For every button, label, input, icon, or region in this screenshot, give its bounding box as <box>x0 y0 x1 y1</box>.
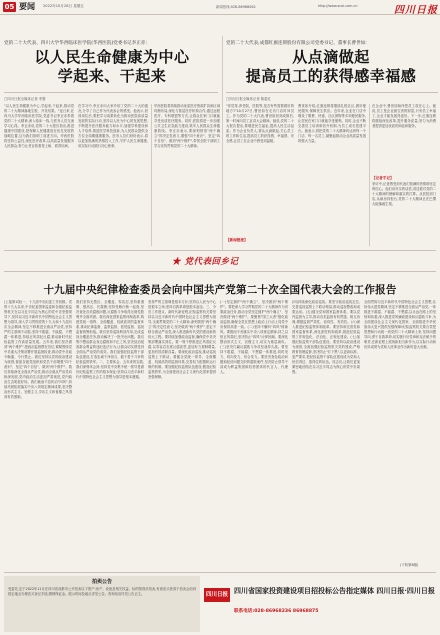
right-story-byline: □四川日报全媒体记者 陈碧红 <box>226 97 271 101</box>
right-story-column-1: "你觉得,养老院、医院等,是否有些需要做好的地方?"10月27日,曹世如在走访门店时问员工。作为党的二十大代表,曹世如回到成都后,第一时间向员工宣讲大会精神。她说,党的二十大报告提出,要增进民生福祉,提高人民生活品质。作为企业负责人,要从点滴做起,关心员工的工作和生活,提高员工的获得感、幸福感、安全感,让员工在企业中感受到温暖。 <box>226 104 294 143</box>
right-story-subhead-2: 【记者手记】 <box>372 176 394 180</box>
auction-notice-box <box>4 576 200 632</box>
left-story-title <box>4 48 220 86</box>
main-story-column-2: 我们坚持无禁区、全覆盖、零容忍,坚持重遏制、强高压、长震慑,坚持受贿行贿一起查,坚决查处各类腐败问题,反腐败斗争取得压倒性胜利并全面巩固。我们深化国家监察体制改革,构建党统一指挥、全面覆盖、权威高效的监督体系,推动纪律监督、监察监督、派驻监督、巡视监督统筹衔接。我们坚持巡视利剑作用,完成巡视全覆盖任务,推动解决了一批突出问题。我们集中整治群众身边腐败和不正之风,坚决惩治侵害群众利益的违纪违法行为,让群众切实感受到全面从严治党的成效。我们加强纪检监察干部队伍建设,打造忠诚干净担当、敢于善于斗争的纪检监察铁军。二、主要体会。五年来的实践,我们深刻体会到:坚持党中央集中统一领导是做好纪检监察工作的根本保证;坚持以习近平新时代中国特色社会主义思想为指导是根本遵循。 <box>76 300 144 379</box>
main-story-column-4: (一)坚定拥护"两个确立"、坚决做到"两个维护"。要把深入学习贯彻党的二十大精神作为首要政治任务,推动全党坚定拥护"两个确立"、坚决做到"两个维护"。要聚焦"国之大者"强化政治监督,确保全党在思想上政治上行动上同党中央保持高度一致。(二)坚持不懈纠"四风"树新风。要锲而不舍落实中央八项规定精神,持之以恒正风肃纪,坚决防止"四风"反弹回潮。要深化整治形式主义、官僚主义,切实为基层减负。(三)坚决打赢反腐败斗争攻坚战持久战。要坚持不敢腐、不能腐、不想腐一体推进,同时发力、同向发力、综合发力。要坚决查处政治问题和经济问题交织的腐败案件,坚决防止领导干部成为利益集团和权势团体的代言人、代理人。 <box>220 300 288 374</box>
left-story-column-1: "以人民生命健康为中心,学起来,干起来,推动党的二十大精神落地生根、开花结果。"连日来,在四川大学华西临床医学院,党委书记李正赤带着党的二十大精神,深入临床一线,与医务人员交流学习心得。李正赤说,党的二十大报告指出,推进健康中国建设,把保障人民健康放在优先发展的战略位置,这为我们指明了前进方向。华西医院将坚持公益性,深化医疗改革,以高质量发展服务人民群众,努力让老百姓看得上病、看得好病。 <box>4 104 74 148</box>
main-story-column-6: 全面贯彻习近平新时代中国特色社会主义思想,弘扬伟大建党精神,坚定不移推进全面从严治党,一体推进不敢腐、不能腐、不想腐,以永远在路上的坚韧和执着,深入推进党风廉政建设和反腐败斗争,为全面建设社会主义现代化国家、全面推进中华民族伟大复兴提供坚强保障!纪检监察机关要自觉把思想和行动统一到党的二十大精神上来,坚持问题导向,勇于自我革命,切实履行好党章和宪法赋予的职责,在新征程上展现新担当新作为,以实际行动和优异成绩为党和人民事业作出新的更大贡献。 <box>364 300 436 349</box>
advertisement-box <box>204 576 436 632</box>
main-story-column-1: (上接第1版)一、十九届中央纪委工作回顾。党的十九大以来,中央纪委国家监委和各级纪检监察机关在以习近平同志为核心的党中央坚强领导下,坚持以习近平新时代中国特色社会主义思想为指导,深入学习贯彻党的十九大和十九届历次全会精神,坚定不移推进全面从严治党,坚持严的主基调不动摇,坚持不敢腐、不能腐、不想腐一体推进,持续正风肃纪反腐,推动新时代纪检监察工作高质量发展。五年来,我们坚决做到"两个维护",把政治监督摆在首位,紧紧围绕党中央重大决策部署开展监督检查,推动党中央政令畅通、令行禁止。我们坚持以党的政治建设为统领,督促各级党组织和党员干部增强"四个意识"、坚定"四个自信"、做到"两个维护"。我们持续深化全面从严治党,推动全面从严治党向纵深发展,党内政治生活更加严肃规范,党内政治生态明显好转。我们驰而不息纠治"四风",持续巩固拓展落实中央八项规定精神成果,坚决整治形式主义、官僚主义,享乐主义和奢靡之风得到有效遏制。 <box>4 300 72 399</box>
right-title-line-1: 从点滴做起 <box>292 48 370 66</box>
divider <box>226 92 438 93</box>
right-story-title <box>224 48 438 86</box>
divider <box>4 250 436 251</box>
right-story-column-3: 在企业中,曹世如始终把员工放在心上。她说,员工是企业最宝贵的财富,只有员工幸福了,企业才能发展得更好。下一步,红旗连锁将继续深化改革,提升服务质量,努力为消费者提供更加优质的商品和服务。 <box>372 104 436 128</box>
column-banner <box>172 255 239 267</box>
website-url: http://www.scol.com.cn <box>318 4 358 8</box>
right-story-subhead: 【新闻链接】 <box>226 238 248 242</box>
section-name: 要闻 <box>19 2 35 11</box>
story-divider <box>222 36 223 250</box>
main-story-column-3: 坚持严的主基调是根本方针;坚持以人民为中心是根本立场;坚持自我革命是根本途径。三、今后工作建议。新时代新征程,纪检监察机关要坚持以习近平新时代中国特色社会主义思想为指导,全面贯彻党的二十大精神,深刻领悟"两个确立"的决定性意义,坚决做到"两个维护",坚定不移全面从严治党,深入推进新时代党的建设新的伟大工程。要持续加强政治监督,确保党中央决策部署落实到位。要一刻不停推进正风肃纪反腐,以零容忍态度反腐惩恶,更加有力遏制增量,更加有效清除存量。要深化政治巡视,推动巡视巡察上下联动。要健全党统一领导、全面覆盖、权威高效的监督体系,完善权力配置和运行制约机制。要加强纪检监察队伍建设,锻造纪检监察铁军,为全面建设社会主义现代化国家提供坚强保障。 <box>148 300 216 379</box>
star-icon: ★ <box>172 257 182 267</box>
column-banner-text: 党代表回乡记 <box>184 257 239 267</box>
left-title-line-2: 学起来、干起来 <box>57 67 167 85</box>
right-story-column-4: 采访中,记者感受到代表们饱满的热情和坚定的信心。他们用朴实的话语,讲述着对党的二十大精神的理解和落实的打算。从医院到门店,从病房到柜台,党的二十大精神正在巴蜀大地落地生根。 <box>372 182 436 206</box>
left-story-byline: □四川日报全媒体记者 李寰 <box>4 97 46 101</box>
continued-note: (下转第6版) <box>400 563 419 567</box>
newspaper-logo: 四川日报 <box>394 5 438 16</box>
page-number: 05 <box>4 3 15 11</box>
auction-notice-title: 拍卖公告 <box>91 579 112 585</box>
issue-date: 2022年10月28日 星期五 <box>43 4 84 8</box>
ad-label: 四川日报 <box>204 588 230 602</box>
ad-title: 四川省国家投资建设项目招投标公告指定媒体 四川日报·四川日报 <box>234 586 435 595</box>
right-title-line-2: 提高员工的获得感幸福感 <box>245 67 417 85</box>
left-story-column-3: 华西医院将持续推动优质医疗资源扩容和区域均衡布局,深化与基层医疗机构合作,通过远程医疗、专科联盟等方式,让群众在家门口就能享受优质医疗服务。同时,医院将进一步加强公共卫生应急能力建设,筑牢人民群众生命健康防线。李正赤表示,要深刻领悟"两个确立"的决定性意义,增强"四个意识"、坚定"四个自信"、做到"两个维护",带领全院干部职工学习宣传贯彻党的二十大精神。 <box>154 104 220 148</box>
right-story-column-2: 曹世如介绍,红旗连锁将继续扎根社区,做好便民服务,保障民生供应。近年来,企业在门店中增设了缴费、快递、社区团购等多项便民服务,让居民在家门口就能享受便利。同时,企业不断完善员工培训和晋升机制,为员工成长搭建平台。她表示,将把党的二十大精神传达到每一个门店、每一名员工,凝聚起推动企业高质量发展的强大力量。 <box>298 104 366 143</box>
auction-notice-body: 受委托,定于2022年11月在四川省成都市公开拍卖以下资产:房产、设备及相关权益。标的按现状拍卖,有意竞买者请于拍卖会前到指定地点办理竞买登记手续,缴纳保证金。展示时间及地点详见公告。咨询电话详见公告正文。 <box>8 587 196 596</box>
left-title-line-1: 以人民生命健康为中心 <box>34 48 190 66</box>
main-story-column-5: (四)持续深化政治巡视。要坚守政治巡视定位,完善巡视巡察上下联动格局,推动巡视整改和成果运用。(五)健全党和国家监督体系。要以党内监督为主导,推动各类监督有机贯通、相互协调,增强监督严肃性、协同性、有效性。(六)深入推进纪检监察体制改革。要坚持和完善党和国家监督体系,深化派驻机构改革,推进纪检监察工作规范化、法治化、正规化建设。(七)加强纪检监察干部队伍建设。要坚持以政治建设为统领,全面加强纪检监察机关党的建设,严格教育管理监督,坚决防止"灯下黑",以更高标准、更严要求,把纪检监察干部队伍建设成为党和人民信得过、靠得住的队伍。同志们,让我们更加紧密地团结在以习近平同志为核心的党中央周围。 <box>292 300 360 374</box>
divider <box>4 572 436 573</box>
column-divider <box>369 104 370 246</box>
divider <box>4 92 218 93</box>
news-hotline: 新闻热线:028-86968062 <box>216 5 256 9</box>
main-story-title: 十九届中央纪律检查委员会向中国共产党第二十次全国代表大会的工作报告 <box>43 284 397 296</box>
right-story-kicker: 党的二十大代表,成都红旗连锁股份有限公司党委书记、董事长曹世如: <box>226 41 367 46</box>
left-story-kicker: 党的二十大代表、四川大学华西临床医学院(华西医院)党委书记李正赤: <box>4 41 147 46</box>
ad-phone: 联系电话:028-86968236 86968875 <box>234 609 319 614</box>
divider <box>4 271 436 272</box>
left-story-column-2: 在学习中,李正赤向大家介绍了党的二十大的盛况,分享了自己作为代表参会的感受。他表示,回到岗位后,要把学习成果转化为推动医院高质量发展的实际行动,坚持以人民为中心的发展思想,不断提升医疗服务能力和水平,加强学科建设和人才培养,推进医学科技创新,为人民群众提供全方位全周期健康服务。医务人员们纷纷表示,将以更加饱满的热情投入工作,守护人民生命健康,用实际行动践行初心使命。 <box>78 104 148 148</box>
column-divider <box>151 104 152 246</box>
